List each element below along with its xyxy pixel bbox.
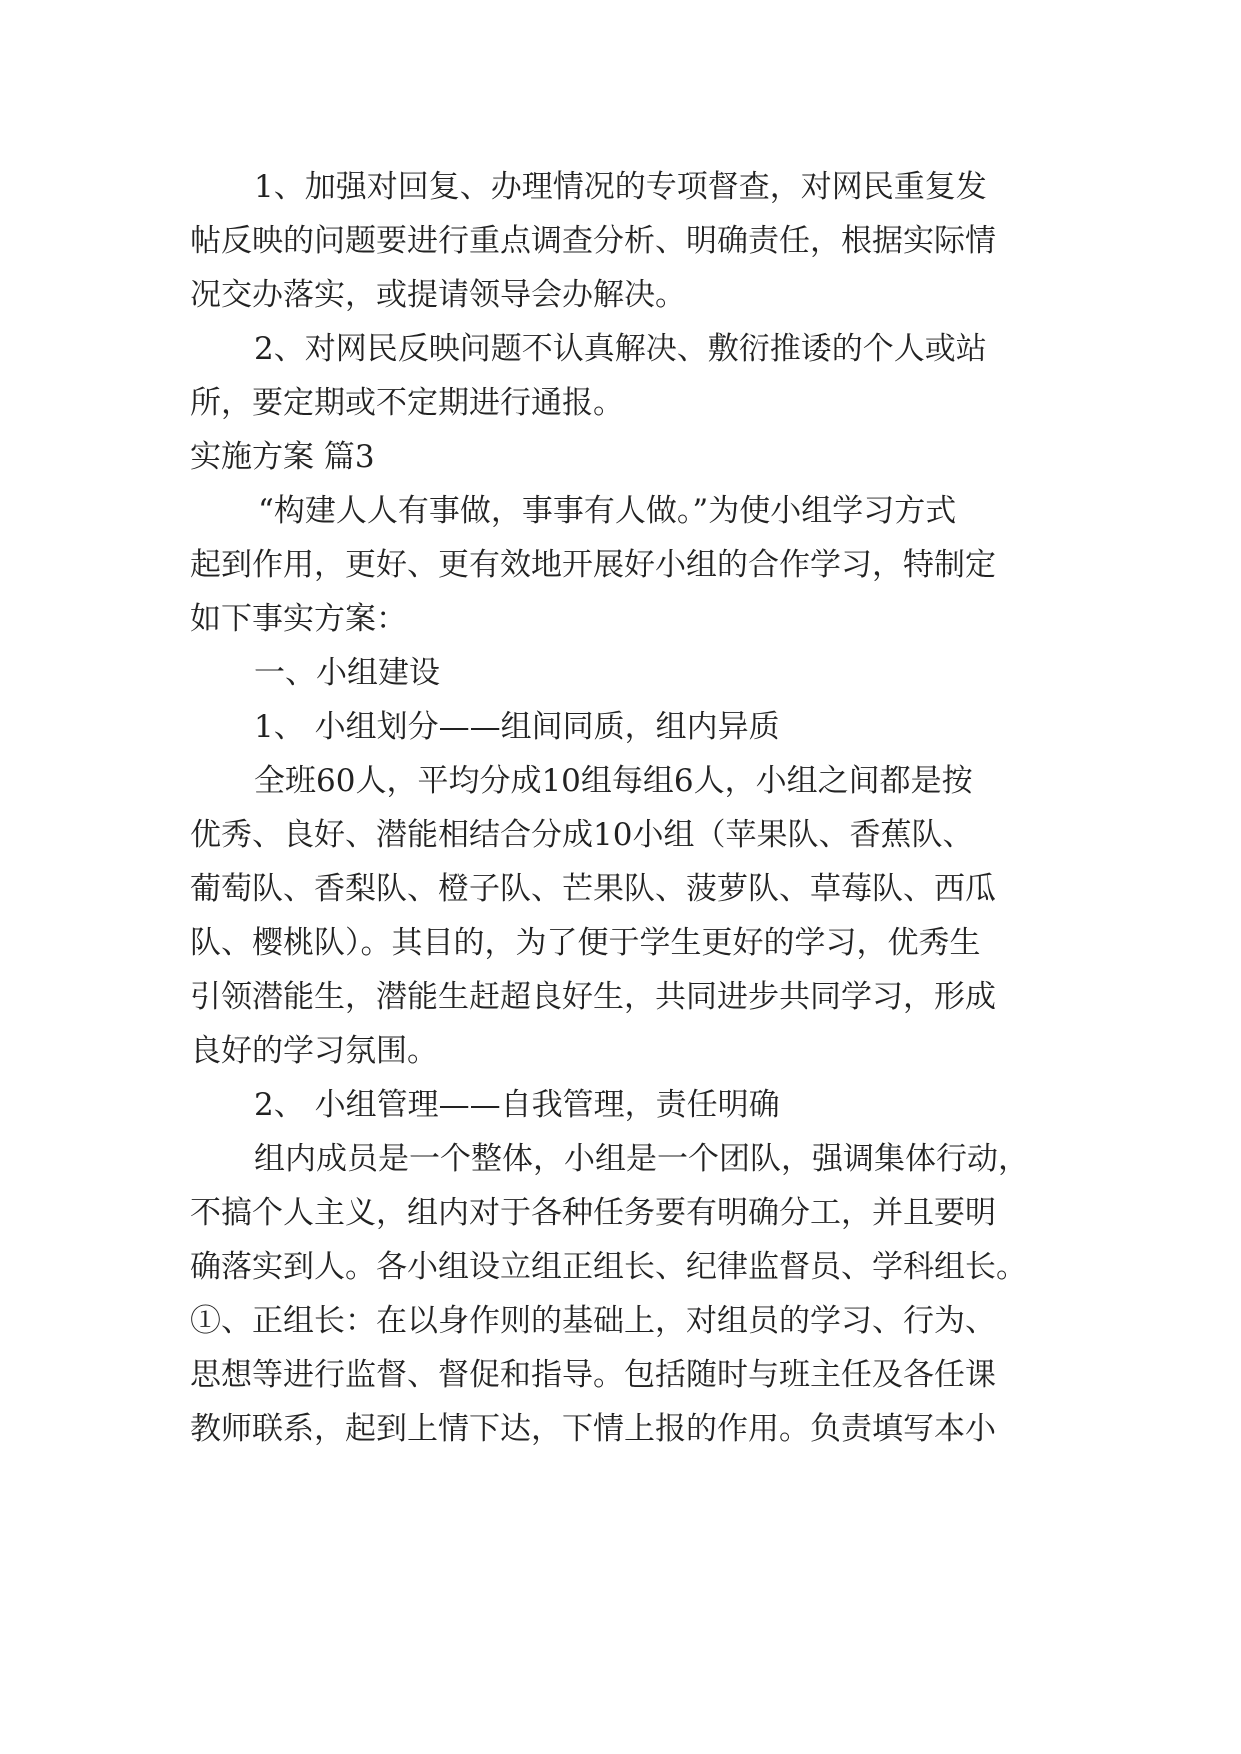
paragraph-line: 确落实到人。各小组设立组正组长、纪律监督员、学科组长。 (190, 1249, 1027, 1285)
subheading-line: 1、 小组划分——组间同质，组内异质 (254, 709, 780, 745)
section-heading: 实施方案 篇3 (190, 439, 375, 475)
paragraph-line: 队、樱桃队）。其目的，为了便于学生更好的学习，优秀生 (190, 925, 981, 961)
paragraph-line: 1、加强对回复、办理情况的专项督查，对网民重复发 (254, 169, 987, 205)
paragraph-line: 帖反映的问题要进行重点调查分析、明确责任，根据实际情 (190, 223, 996, 259)
paragraph-line: 起到作用，更好、更有效地开展好小组的合作学习，特制定 (190, 547, 996, 583)
paragraph-line: 不搞个人主义，组内对于各种任务要有明确分工，并且要明 (190, 1195, 996, 1231)
paragraph-line: 引领潜能生，潜能生赶超良好生，共同进步共同学习，形成 (190, 979, 996, 1015)
subheading-line: 2、 小组管理——自我管理，责任明确 (254, 1087, 780, 1123)
paragraph-line: ①、正组长：在以身作则的基础上，对组员的学习、行为、 (190, 1303, 996, 1339)
paragraph-line: “构建人人有事做，事事有人做。”为使小组学习方式 (258, 493, 957, 529)
paragraph-line: 良好的学习氛围。 (190, 1033, 438, 1069)
paragraph-line: 况交办落实，或提请领导会办解决。 (190, 277, 686, 313)
paragraph-line: 优秀、良好、潜能相结合分成10小组（苹果队、香蕉队、 (190, 817, 974, 853)
paragraph-line: 思想等进行监督、督促和指导。包括随时与班主任及各任课 (190, 1357, 996, 1393)
paragraph-line: 所，要定期或不定期进行通报。 (190, 385, 624, 421)
paragraph-line: 组内成员是一个整体，小组是一个团队，强调集体行动， (254, 1141, 1029, 1177)
paragraph-line: 如下事实方案： (190, 601, 407, 637)
paragraph-line: 葡萄队、香梨队、橙子队、芒果队、菠萝队、草莓队、西瓜 (190, 871, 996, 907)
paragraph-line: 全班60人，平均分成10组每组6人，小组之间都是按 (254, 763, 973, 799)
subheading-line: 一、小组建设 (254, 655, 440, 691)
document-body (190, 160, 1070, 1456)
paragraph-line: 2、对网民反映问题不认真解决、敷衍推诿的个人或站 (254, 331, 987, 367)
paragraph-line: 教师联系，起到上情下达，下情上报的作用。负责填写本小 (190, 1411, 996, 1447)
